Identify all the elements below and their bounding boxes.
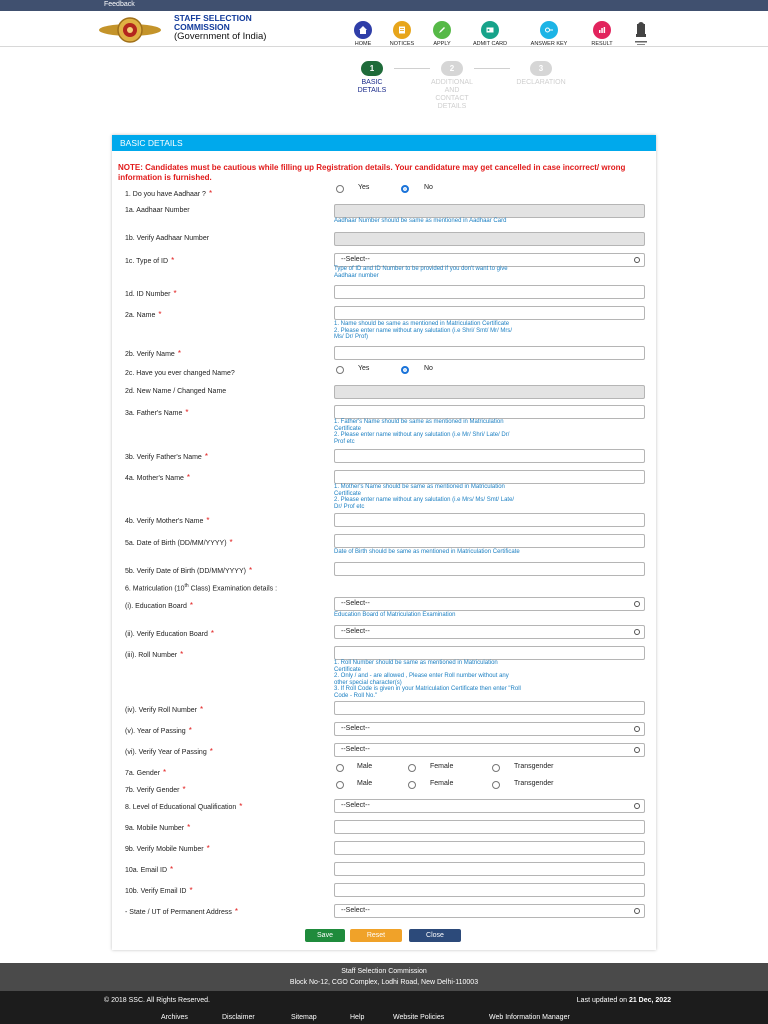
required-star-icon: *: [186, 473, 191, 482]
result-icon: [593, 21, 611, 39]
ssc-logo-icon[interactable]: [97, 15, 163, 45]
step-caption-line: DETAILS: [357, 87, 387, 94]
nav-answer-key[interactable]: [520, 21, 578, 47]
gender-transgender-radio[interactable]: [492, 764, 500, 772]
changed-name-yes-radio[interactable]: [336, 366, 344, 374]
gender-male-label: Male: [357, 763, 373, 770]
changed-name-no-label: No: [424, 365, 433, 372]
verify-gender-transgender-radio[interactable]: [492, 781, 500, 789]
select-arrow-icon: [634, 908, 640, 914]
required-star-icon: *: [163, 768, 167, 777]
footer-address: Block No-12, CGO Complex, Lodhi Road, New Delhi-110003: [289, 979, 479, 986]
label-text: 3b. Verify Father's Name: [125, 454, 202, 461]
label-text: (vi). Verify Year of Passing: [125, 749, 207, 756]
required-star-icon: *: [187, 823, 191, 832]
home-icon: [354, 21, 372, 39]
footer-link-website-policies[interactable]: Website Policies: [393, 1014, 445, 1021]
verify-aadhaar-label: [125, 235, 209, 242]
verify-mother-name-label: [125, 516, 210, 525]
label-text: 9b. Verify Mobile Number: [125, 846, 204, 853]
verify-mother-name-input[interactable]: [334, 513, 645, 527]
footer-link-archives[interactable]: Archives: [161, 1014, 188, 1021]
label-text: (iv). Verify Roll Number: [125, 707, 197, 714]
mobile-input[interactable]: [334, 820, 645, 834]
hint-line: 2. Please enter name without any salutation (i.e Mr/ Shri/ Late/ Dr/: [334, 432, 510, 438]
registration-note: NOTE: Candidates must be cautious while filling up Registration details. Your candidature may get cancelled in case incorrect/ wrong information is furnished.: [118, 163, 626, 182]
roll-number-input[interactable]: [334, 646, 645, 660]
select-value: --Select--: [341, 725, 370, 732]
label-text: 5b. Verify Date of Birth (DD/MM/YYYY): [125, 568, 246, 575]
select-arrow-icon: [634, 629, 640, 635]
hint-line: 1. Roll Number should be same as mentioned in Matriculation: [334, 660, 498, 666]
year-of-passing-label: [125, 726, 192, 735]
hint-line: 3. If Roll Code is given in your Matriculation Certificate then enter "Roll: [334, 686, 521, 692]
select-arrow-icon: [634, 803, 640, 809]
footer-copyright: © 2018 SSC. All Rights Reserved.: [104, 997, 210, 1004]
apply-icon: [433, 21, 451, 39]
label-text: 2b. Verify Name: [125, 351, 175, 358]
step-caption-line: ADDITIONAL: [430, 79, 473, 86]
mother-name-label: [125, 473, 190, 482]
step-caption-line: BASIC: [361, 79, 383, 86]
aadhaar-number-hint: Aadhaar Number should be same as mentioned in Aadhaar Card: [334, 218, 507, 224]
label-text: 5a. Date of Birth (DD/MM/YYYY): [125, 540, 227, 547]
name-label: [125, 310, 161, 319]
org-name-line2: COMMISSION: [174, 22, 230, 32]
feedback-link[interactable]: Feedback: [104, 1, 135, 8]
label-text: 1. Do you have Aadhaar ?: [125, 191, 206, 198]
required-star-icon: *: [206, 844, 210, 853]
required-star-icon: *: [189, 886, 193, 895]
aadhaar-yes-radio[interactable]: [336, 185, 344, 193]
footer-org-name: Staff Selection Commission: [341, 968, 427, 975]
required-star-icon: *: [158, 310, 162, 319]
gender-female-label: Female: [430, 763, 454, 770]
aadhaar-no-label: No: [424, 184, 433, 191]
verify-roll-number-input[interactable]: [334, 701, 645, 715]
dob-hint: Date of Birth should be same as mentioned in Matriculation Certificate: [334, 549, 520, 555]
footer-last-updated: [577, 997, 671, 1004]
label-text: - State / UT of Permanent Address: [125, 909, 232, 916]
hint-line: 1. Name should be same as mentioned in Matriculation Certificate: [334, 321, 510, 327]
save-button[interactable]: Save: [305, 929, 345, 942]
panel-title: BASIC DETAILS: [112, 135, 656, 151]
hint-line: Ms/ Dr/ Prof): [334, 334, 368, 340]
hint-line: other special character(s): [334, 679, 402, 686]
year-of-passing-select[interactable]: [334, 722, 645, 736]
required-star-icon: *: [189, 601, 193, 610]
new-name-label: [125, 388, 226, 395]
nav-admit-card[interactable]: [466, 21, 514, 47]
label-text: 1b. Verify Aadhaar Number: [125, 235, 210, 242]
org-name-line1: STAFF SELECTION: [174, 13, 252, 23]
step-number: 3: [530, 61, 552, 76]
changed-name-no-radio[interactable]: [401, 366, 409, 374]
required-star-icon: *: [177, 349, 181, 358]
site-header: [0, 11, 768, 47]
dob-input[interactable]: [334, 534, 645, 548]
matriculation-heading: [125, 583, 277, 592]
step-connector-2: [474, 68, 510, 69]
reset-button[interactable]: Reset: [350, 929, 402, 942]
label-text: (iii). Roll Number: [125, 652, 178, 659]
hint-line: 2. Please enter name without any salutation (i.e Mrs/ Ms/ Smt/ Late/: [334, 497, 515, 503]
required-star-icon: *: [210, 629, 214, 638]
verify-gender-female-radio[interactable]: [408, 781, 416, 789]
name-hint: [334, 321, 634, 341]
label-text: (ii). Verify Education Board: [125, 631, 208, 638]
nav-result[interactable]: [582, 21, 622, 47]
nav-notices-label: NOTICES: [389, 41, 415, 47]
select-value: --Select--: [341, 907, 370, 914]
required-star-icon: *: [234, 907, 238, 916]
last-updated-label: Last updated on: [576, 997, 627, 1004]
roll-number-hint: [334, 660, 634, 699]
education-board-select[interactable]: [334, 597, 645, 611]
name-input[interactable]: [334, 306, 645, 320]
nav-result-label: RESULT: [591, 41, 613, 47]
type-of-id-select[interactable]: [334, 253, 645, 267]
hint-line: Aadhaar number: [334, 272, 379, 279]
label-text: (v). Year of Passing: [125, 728, 186, 735]
verify-dob-label: [125, 566, 252, 575]
select-arrow-icon: [634, 257, 640, 263]
select-arrow-icon: [634, 747, 640, 753]
gender-label: [125, 768, 166, 777]
aadhaar-question-label: [125, 189, 212, 198]
required-star-icon: *: [229, 538, 233, 547]
label-text: 7a. Gender: [125, 770, 161, 777]
label-text: 2a. Name: [125, 312, 156, 319]
label-text: 8. Level of Educational Qualification: [125, 804, 237, 811]
verify-gender-male-label: Male: [357, 780, 373, 787]
step-caption-line: DETAILS: [437, 103, 467, 110]
footer-link-help[interactable]: Help: [350, 1014, 365, 1021]
hint-line: Certificate: [334, 425, 362, 432]
label-text: 9a. Mobile Number: [125, 825, 185, 832]
nav-home-label: HOME: [354, 41, 372, 47]
admit-card-icon: [481, 21, 499, 39]
father-name-input[interactable]: [334, 405, 645, 419]
step-caption: [508, 79, 574, 87]
verify-gender-label: [125, 785, 186, 794]
state-select[interactable]: [334, 904, 645, 918]
notices-icon: [393, 21, 411, 39]
mobile-label: [125, 823, 190, 832]
new-name-input[interactable]: [334, 385, 645, 399]
required-star-icon: *: [199, 705, 204, 714]
hint-line: 2. Only / and - are allowed , Please enter Roll number without any: [334, 673, 509, 679]
select-value: --Select--: [341, 256, 370, 263]
step-additional-details: [430, 61, 474, 111]
select-arrow-icon: [634, 601, 640, 607]
verify-mobile-input[interactable]: [334, 841, 645, 855]
verify-year-of-passing-label: [125, 747, 213, 756]
father-name-hint: [334, 419, 634, 445]
label-text: 2d. New Name / Changed Name: [125, 388, 227, 395]
label-text: 1c. Type of ID: [125, 258, 169, 265]
verify-education-board-label: [125, 629, 214, 638]
hint-line: Prof etc: [334, 438, 355, 445]
footer-link-disclaimer[interactable]: Disclaimer: [222, 1014, 255, 1021]
verify-year-of-passing-select[interactable]: [334, 743, 645, 757]
required-star-icon: *: [171, 256, 175, 265]
gender-female-radio[interactable]: [408, 764, 416, 772]
changed-name-label: [125, 370, 235, 377]
step-basic-details: [350, 61, 394, 95]
required-star-icon: *: [209, 747, 213, 756]
top-strip: [0, 0, 768, 11]
label-text: 4b. Verify Mother's Name: [125, 518, 204, 525]
nav-apply[interactable]: [422, 21, 462, 47]
type-of-id-label: [125, 256, 174, 265]
nav-answer-key-label: ANSWER KEY: [530, 41, 568, 47]
footer-link-web-information-manager[interactable]: Web Information Manager: [489, 1014, 570, 1021]
aadhaar-number-input[interactable]: [334, 204, 645, 218]
step-caption: [430, 79, 474, 111]
required-star-icon: *: [188, 726, 192, 735]
education-board-hint: Education Board of Matriculation Examination: [334, 612, 456, 618]
footer-bottom-bar: [0, 991, 768, 1024]
hint-line: Dr/ Prof etc: [334, 503, 365, 510]
education-board-label: [125, 601, 193, 610]
type-of-id-hint: [334, 266, 634, 279]
verify-gender-female-label: Female: [430, 780, 454, 787]
hint-line: 1. Mother's Name should be same as mentioned in Matriculation: [334, 484, 505, 490]
hint-line: Certificate: [334, 490, 362, 497]
hint-line: 1. Father's Name should be same as mentioned in Matriculation: [334, 419, 504, 425]
step-number: 2: [441, 61, 463, 76]
verify-father-name-input[interactable]: [334, 449, 645, 463]
changed-name-yes-label: Yes: [358, 365, 370, 372]
step-caption-line: DECLARATION: [516, 79, 566, 86]
required-star-icon: *: [173, 289, 177, 298]
roll-number-label: [125, 650, 183, 659]
hint-line: Code - Roll No.": [334, 692, 378, 699]
label-text: 10b. Verify Email ID: [125, 888, 187, 895]
verify-name-input[interactable]: [334, 346, 645, 360]
verify-education-board-select[interactable]: [334, 625, 645, 639]
gender-male-radio[interactable]: [336, 764, 344, 772]
step-caption-line: AND: [444, 87, 460, 94]
required-star-icon: *: [248, 566, 253, 575]
gender-transgender-label: Transgender: [514, 763, 554, 770]
required-star-icon: *: [239, 802, 243, 811]
footer-link-sitemap[interactable]: Sitemap: [291, 1014, 317, 1021]
verify-aadhaar-input[interactable]: [334, 232, 645, 246]
heading-text: 6. Matriculation (10: [125, 585, 185, 593]
answer-key-icon: [540, 21, 558, 39]
hint-line: 2. Please enter name without any salutation (i.e Shri/ Smt/ Mr/ Mrs/: [334, 327, 513, 334]
education-level-label: [125, 802, 242, 811]
mother-name-hint: [334, 484, 634, 510]
national-emblem-icon: [633, 20, 649, 48]
label-text: 3a. Father's Name: [125, 410, 183, 417]
hint-line: Type of ID and ID Number to be provided if you don't want to give: [334, 266, 508, 272]
nav-admit-card-label: ADMIT CARD: [472, 41, 508, 47]
verify-name-label: [125, 349, 181, 358]
email-input[interactable]: [334, 862, 645, 876]
select-value: --Select--: [341, 600, 370, 607]
label-text: 2c. Have you ever changed Name?: [125, 370, 235, 377]
verify-gender-transgender-label: Transgender: [514, 780, 554, 787]
verify-dob-input[interactable]: [334, 562, 645, 576]
select-value: --Select--: [341, 802, 370, 809]
select-value: --Select--: [341, 628, 370, 635]
last-updated-date: 21 Dec, 2022: [628, 997, 671, 1004]
verify-father-name-label: [125, 452, 208, 461]
education-level-select[interactable]: [334, 799, 645, 813]
aadhaar-number-label: [125, 207, 190, 214]
dob-label: [125, 538, 233, 547]
email-label: [125, 865, 173, 874]
required-star-icon: *: [182, 785, 186, 794]
verify-roll-number-label: [125, 705, 203, 714]
verify-email-input[interactable]: [334, 883, 645, 897]
required-star-icon: *: [180, 650, 184, 659]
mother-name-input[interactable]: [334, 470, 645, 484]
father-name-label: [125, 408, 189, 417]
nav-notices[interactable]: [382, 21, 422, 47]
label-text: 10a. Email ID: [125, 867, 168, 874]
id-number-label: [125, 289, 177, 298]
label-text: 1a. Aadhaar Number: [125, 207, 190, 214]
verify-gender-male-radio[interactable]: [336, 781, 344, 789]
required-star-icon: *: [208, 189, 213, 198]
state-label: [125, 907, 238, 916]
org-subtitle: (Government of India): [174, 31, 267, 42]
aadhaar-yes-label: Yes: [358, 184, 370, 191]
step-caption-line: CONTACT: [435, 95, 469, 102]
label-text: 4a. Mother's Name: [125, 475, 184, 482]
footer-address-bar: [0, 963, 768, 991]
nav-apply-label: APPLY: [433, 41, 451, 47]
step-caption: [350, 79, 394, 95]
heading-sup: th: [184, 583, 189, 589]
org-name: [174, 14, 252, 32]
required-star-icon: *: [185, 408, 189, 417]
nav-home[interactable]: [343, 21, 383, 47]
label-text: (i). Education Board: [125, 603, 187, 610]
heading-text: Class) Examination details :: [188, 585, 278, 593]
verify-mobile-label: [125, 844, 210, 853]
select-value: --Select--: [341, 746, 370, 753]
step-declaration: [508, 61, 574, 87]
id-number-input[interactable]: [334, 285, 645, 299]
select-arrow-icon: [634, 726, 640, 732]
label-text: 1d. ID Number: [125, 291, 171, 298]
step-number: 1: [361, 61, 383, 76]
required-star-icon: *: [170, 865, 174, 874]
aadhaar-no-radio[interactable]: [401, 185, 409, 193]
hint-line: Certificate: [334, 666, 362, 673]
label-text: 7b. Verify Gender: [125, 787, 180, 794]
required-star-icon: *: [206, 516, 210, 525]
step-connector-1: [394, 68, 430, 69]
required-star-icon: *: [204, 452, 208, 461]
verify-email-label: [125, 886, 193, 895]
close-button[interactable]: Close: [409, 929, 461, 942]
